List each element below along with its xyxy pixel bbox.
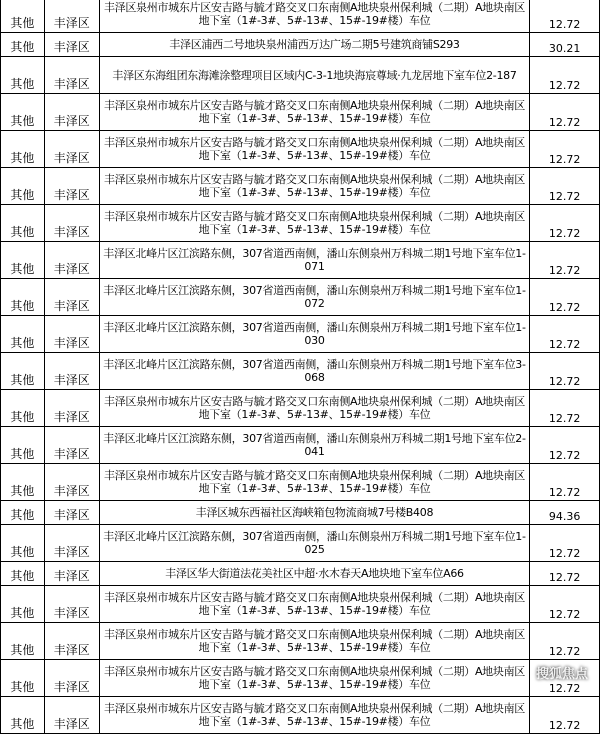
amount-cell: 12.72 — [530, 94, 600, 131]
amount-cell: 12.72 — [530, 0, 600, 33]
address-cell: 丰泽区泉州市城东片区安吉路与毓才路交叉口东南侧A地块泉州保利城（二期）A地块南区地下室（1#-3#、5#-13#、15#-19#楼）车位 — [99, 0, 529, 33]
address-cell: 丰泽区北峰片区江滨路东侧，307省道西南侧，潘山东侧泉州万科城二期1号地下室车位1-030 — [99, 316, 529, 353]
address-cell: 丰泽区浦西二号地块泉州浦西万达广场二期5号建筑商铺S293 — [99, 33, 529, 57]
amount-cell: 12.72 — [530, 525, 600, 562]
amount-cell: 12.72 — [530, 427, 600, 464]
amount-cell: 12.72 — [530, 464, 600, 501]
type-cell: 其他 — [1, 586, 45, 623]
district-cell: 丰泽区 — [44, 168, 99, 205]
table-row — [1, 168, 600, 205]
table-row — [1, 525, 600, 562]
amount-cell: 12.72 — [530, 562, 600, 586]
type-cell: 其他 — [1, 623, 45, 660]
amount-cell: 12.72 — [530, 205, 600, 242]
type-cell: 其他 — [1, 316, 45, 353]
amount-cell: 12.72 — [530, 660, 600, 697]
type-cell: 其他 — [1, 279, 45, 316]
district-cell: 丰泽区 — [44, 660, 99, 697]
address-cell: 丰泽区泉州市城东片区安吉路与毓才路交叉口东南侧A地块泉州保利城（二期）A地块南区地下室（1#-3#、5#-13#、15#-19#楼）车位 — [99, 660, 529, 697]
table-row — [1, 33, 600, 57]
amount-cell: 12.72 — [530, 586, 600, 623]
table-row — [1, 131, 600, 168]
district-cell: 丰泽区 — [44, 316, 99, 353]
district-cell: 丰泽区 — [44, 390, 99, 427]
type-cell: 其他 — [1, 501, 45, 525]
table-row — [1, 427, 600, 464]
address-cell: 丰泽区华大街道法花美社区中超·水木春天A地块地下室车位A66 — [99, 562, 529, 586]
table-body — [1, 0, 600, 734]
address-cell: 丰泽区泉州市城东片区安吉路与毓才路交叉口东南侧A地块泉州保利城（二期）A地块南区地下室（1#-3#、5#-13#、15#-19#楼）车位 — [99, 390, 529, 427]
table-row — [1, 94, 600, 131]
type-cell: 其他 — [1, 205, 45, 242]
district-cell: 丰泽区 — [44, 501, 99, 525]
district-cell: 丰泽区 — [44, 94, 99, 131]
amount-cell: 12.72 — [530, 353, 600, 390]
address-cell: 丰泽区北峰片区江滨路东侧，307省道西南侧，潘山东侧泉州万科城二期1号地下室车位3-068 — [99, 353, 529, 390]
type-cell: 其他 — [1, 390, 45, 427]
amount-cell: 12.72 — [530, 697, 600, 734]
table-row — [1, 623, 600, 660]
amount-cell: 94.36 — [530, 501, 600, 525]
table-row — [1, 242, 600, 279]
amount-cell: 12.72 — [530, 390, 600, 427]
table-row — [1, 316, 600, 353]
table-row — [1, 660, 600, 697]
table-row — [1, 57, 600, 94]
address-cell: 丰泽区泉州市城东片区安吉路与毓才路交叉口东南侧A地块泉州保利城（二期）A地块南区地下室（1#-3#、5#-13#、15#-19#楼）车位 — [99, 94, 529, 131]
district-cell: 丰泽区 — [44, 562, 99, 586]
address-cell: 丰泽区东海组团东海滩涂整理项目区域内C-3-1地块海宸尊域·九龙居地下室车位2-187 — [99, 57, 529, 94]
amount-cell: 30.21 — [530, 33, 600, 57]
address-cell: 丰泽区泉州市城东片区安吉路与毓才路交叉口东南侧A地块泉州保利城（二期）A地块南区地下室（1#-3#、5#-13#、15#-19#楼）车位 — [99, 697, 529, 734]
address-cell: 丰泽区泉州市城东片区安吉路与毓才路交叉口东南侧A地块泉州保利城（二期）A地块南区地下室（1#-3#、5#-13#、15#-19#楼）车位 — [99, 205, 529, 242]
table-row — [1, 501, 600, 525]
type-cell: 其他 — [1, 131, 45, 168]
district-cell: 丰泽区 — [44, 623, 99, 660]
address-cell: 丰泽区城东西福社区海峡箱包物流商城7号楼B408 — [99, 501, 529, 525]
type-cell: 其他 — [1, 57, 45, 94]
type-cell: 其他 — [1, 94, 45, 131]
district-cell: 丰泽区 — [44, 131, 99, 168]
type-cell: 其他 — [1, 353, 45, 390]
district-cell: 丰泽区 — [44, 427, 99, 464]
address-cell: 丰泽区北峰片区江滨路东侧，307省道西南侧，潘山东侧泉州万科城二期1号地下室车位1-071 — [99, 242, 529, 279]
type-cell: 其他 — [1, 427, 45, 464]
district-cell: 丰泽区 — [44, 242, 99, 279]
type-cell: 其他 — [1, 168, 45, 205]
amount-cell: 12.72 — [530, 279, 600, 316]
type-cell: 其他 — [1, 242, 45, 279]
type-cell: 其他 — [1, 464, 45, 501]
amount-cell: 12.72 — [530, 57, 600, 94]
type-cell: 其他 — [1, 697, 45, 734]
table-row — [1, 0, 600, 33]
address-cell: 丰泽区北峰片区江滨路东侧，307省道西南侧，潘山东侧泉州万科城二期1号地下室车位2-041 — [99, 427, 529, 464]
district-cell: 丰泽区 — [44, 205, 99, 242]
type-cell: 其他 — [1, 33, 45, 57]
district-cell: 丰泽区 — [44, 57, 99, 94]
district-cell: 丰泽区 — [44, 0, 99, 33]
address-cell: 丰泽区泉州市城东片区安吉路与毓才路交叉口东南侧A地块泉州保利城（二期）A地块南区地下室（1#-3#、5#-13#、15#-19#楼）车位 — [99, 586, 529, 623]
address-cell: 丰泽区泉州市城东片区安吉路与毓才路交叉口东南侧A地块泉州保利城（二期）A地块南区地下室（1#-3#、5#-13#、15#-19#楼）车位 — [99, 168, 529, 205]
district-cell: 丰泽区 — [44, 33, 99, 57]
amount-cell: 12.72 — [530, 623, 600, 660]
district-cell: 丰泽区 — [44, 525, 99, 562]
address-cell: 丰泽区泉州市城东片区安吉路与毓才路交叉口东南侧A地块泉州保利城（二期）A地块南区地下室（1#-3#、5#-13#、15#-19#楼）车位 — [99, 464, 529, 501]
table-row — [1, 464, 600, 501]
amount-cell: 12.72 — [530, 242, 600, 279]
amount-cell: 12.72 — [530, 131, 600, 168]
table-row — [1, 562, 600, 586]
watermark: 搜狐焦点 — [535, 667, 588, 682]
table-row — [1, 353, 600, 390]
district-cell: 丰泽区 — [44, 586, 99, 623]
type-cell: 其他 — [1, 0, 45, 33]
amount-cell: 12.72 — [530, 316, 600, 353]
district-cell: 丰泽区 — [44, 353, 99, 390]
address-cell: 丰泽区泉州市城东片区安吉路与毓才路交叉口东南侧A地块泉州保利城（二期）A地块南区地下室（1#-3#、5#-13#、15#-19#楼）车位 — [99, 623, 529, 660]
table-row — [1, 390, 600, 427]
district-cell: 丰泽区 — [44, 464, 99, 501]
address-cell: 丰泽区泉州市城东片区安吉路与毓才路交叉口东南侧A地块泉州保利城（二期）A地块南区地下室（1#-3#、5#-13#、15#-19#楼）车位 — [99, 131, 529, 168]
table-row — [1, 205, 600, 242]
table-row — [1, 279, 600, 316]
district-cell: 丰泽区 — [44, 697, 99, 734]
amount-cell: 12.72 — [530, 168, 600, 205]
type-cell: 其他 — [1, 660, 45, 697]
district-cell: 丰泽区 — [44, 279, 99, 316]
type-cell: 其他 — [1, 562, 45, 586]
table-row — [1, 586, 600, 623]
table-row — [1, 697, 600, 734]
address-cell: 丰泽区北峰片区江滨路东侧，307省道西南侧，潘山东侧泉州万科城二期1号地下室车位1-025 — [99, 525, 529, 562]
type-cell: 其他 — [1, 525, 45, 562]
address-cell: 丰泽区北峰片区江滨路东侧，307省道西南侧，潘山东侧泉州万科城二期1号地下室车位1-072 — [99, 279, 529, 316]
